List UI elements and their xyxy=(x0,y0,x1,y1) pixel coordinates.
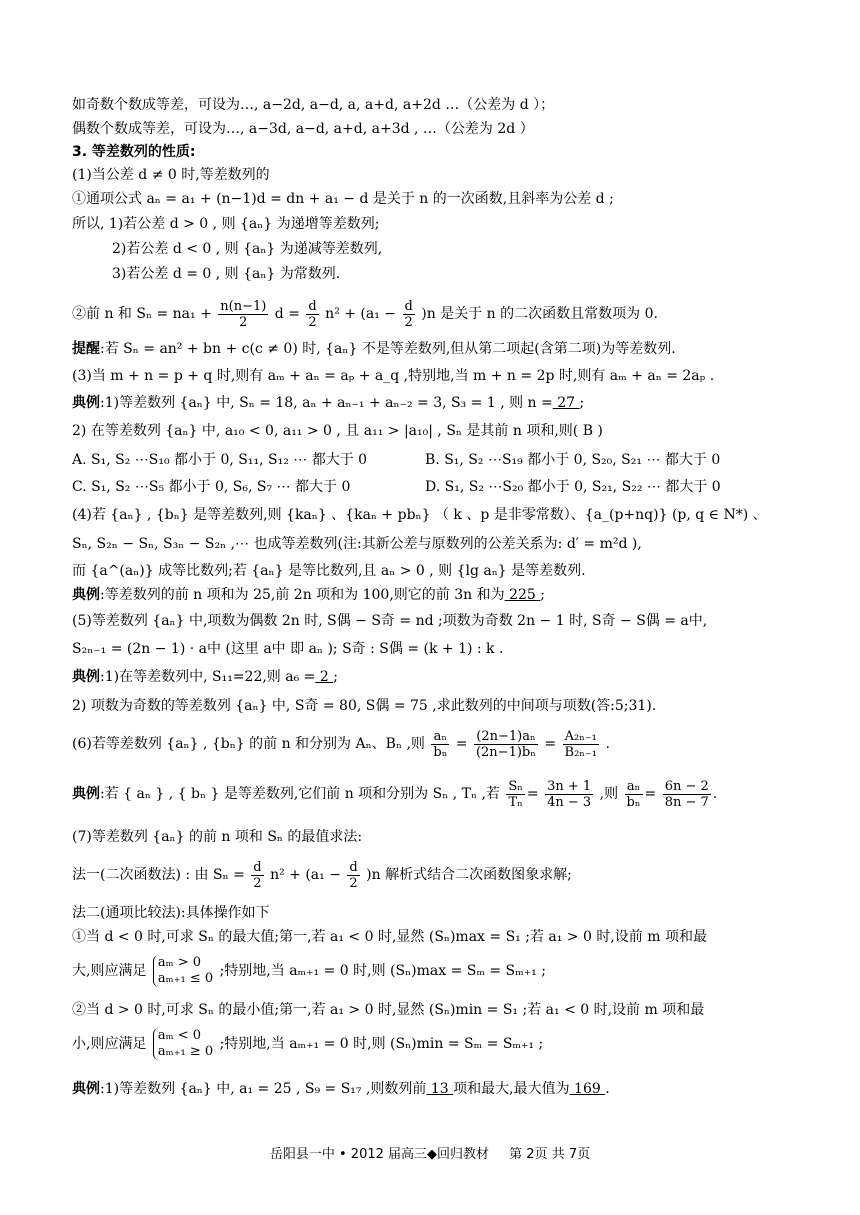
page-footer xyxy=(0,1143,860,1162)
fraction-denominator: Tₙ xyxy=(508,794,523,810)
answer-blank: 2 xyxy=(315,669,334,685)
text-line: ①当 d < 0 时,可求 Sₙ 的最大值;第一,若 a₁ < 0 时,显然 (Sₙ)max = S₁ ;若 a₁ > 0 时,设前 m 项和最 xyxy=(72,929,707,945)
fraction-numerator: 3n + 1 xyxy=(547,778,592,794)
fraction-denominator: bₙ xyxy=(433,744,448,760)
fraction-numerator: 6n − 2 xyxy=(664,778,709,794)
condition-brace xyxy=(153,955,213,987)
text-line: 法二(通项比较法):具体操作如下 xyxy=(72,905,270,921)
fraction-denominator: 8n − 7 xyxy=(664,794,709,810)
fraction xyxy=(251,860,263,891)
fraction-denominator: 2 xyxy=(349,875,358,891)
text-segment: . xyxy=(605,1081,610,1097)
example-line xyxy=(72,394,800,412)
fraction-numerator: Sₙ xyxy=(508,778,523,794)
formula-line xyxy=(72,296,800,332)
text-segment: 法一(二次函数法) : 由 Sₙ = xyxy=(72,867,245,883)
option-b: B. S₁, S₂ ⋯S₁₉ 都小于 0, S₂₀, S₂₁ ⋯ 都大于 0 xyxy=(425,452,721,468)
text-segment: ; xyxy=(540,587,545,603)
fraction-numerator: aₙ xyxy=(625,779,643,795)
label-bold: 典例 xyxy=(72,786,100,802)
condition-2: aₘ₊₁ ≤ 0 xyxy=(157,971,214,986)
text-line: 2) 项数为奇数的等差数列 {aₙ} 中, S奇 = 80, S偶 = 75 ,求此数列的中间项与项数(答:5;31). xyxy=(72,698,657,714)
label-bold: 提醒 xyxy=(72,341,100,357)
answer-blank: 225 xyxy=(504,587,541,603)
fraction-denominator: 2 xyxy=(404,314,413,330)
condition-1: aₘ < 0 xyxy=(157,1028,202,1043)
text-segment: = xyxy=(455,736,468,752)
text-segment: )n 解析式结合二次函数图象求解; xyxy=(366,867,572,883)
condition-line xyxy=(72,1023,800,1065)
text-line: 而 {a^(aₙ)} 成等比数列;若 {aₙ} 是等比数列,且 aₙ > 0 , 则 {lg aₙ} 是等差数列. xyxy=(72,563,586,579)
option-c: C. S₁, S₂ ⋯S₅ 都小于 0, S₆, S₇ ⋯ 都大于 0 xyxy=(72,479,351,495)
fraction xyxy=(545,779,593,810)
text-line: (1)当公差 d ≠ 0 时,等差数列的 xyxy=(72,167,270,183)
text-segment: ; xyxy=(333,669,338,685)
condition-2: aₘ₊₁ ≥ 0 xyxy=(157,1044,214,1059)
text-line: 所以, 1)若公差 d > 0 , 则 {aₙ} 为递增等差数列; xyxy=(72,216,380,232)
label-bold: 典例 xyxy=(72,1081,100,1097)
text-segment: ;特别地,当 aₘ₊₁ = 0 时,则 (Sₙ)min = Sₘ = Sₘ₊₁ ; xyxy=(219,1036,544,1052)
text-segment: 小,则应满足 xyxy=(72,1036,147,1052)
text-segment: :等差数列的前 n 项和为 25,前 2n 项和为 100,则它的前 3n 和为 xyxy=(100,587,505,603)
answer-blank: 169 xyxy=(569,1081,606,1097)
text-line: (4)若 {aₙ} , {bₙ} 是等差数列,则 {kaₙ} 、{kaₙ + pbₙ} （ k 、p 是非零常数）、{a_(p+nq)} (p, q ∈ N*) 、 xyxy=(72,507,767,523)
text-line-even-terms: 偶数个数成等差，可设为…, a−3d, a−d, a+d, a+3d , …（公差为 2d ） xyxy=(72,121,534,137)
text-segment: . xyxy=(605,736,610,752)
fraction-numerator: n(n−1) xyxy=(220,298,267,314)
fraction-numerator: d xyxy=(308,298,317,314)
fraction-denominator: bₙ xyxy=(626,794,641,810)
text-segment: ;特别地,当 aₘ₊₁ = 0 时,则 (Sₙ)max = Sₘ = Sₘ₊₁ ; xyxy=(219,963,546,979)
text-segment: :若 { aₙ } , { bₙ } 是等差数列,它们前 n 项和分别为 Sₙ , Tₙ ,若 xyxy=(100,786,500,802)
fraction-denominator: 2 xyxy=(253,875,262,891)
text-line: 2)若公差 d < 0 , 则 {aₙ} 为递减等差数列, xyxy=(112,241,383,257)
fraction xyxy=(625,779,643,810)
fraction-numerator: (2n−1)aₙ xyxy=(474,729,538,745)
fraction xyxy=(403,299,415,330)
fraction-numerator: A₂ₙ₋₁ xyxy=(563,729,599,745)
text-line: (5)等差数列 {aₙ} 中,项数为偶数 2n 时, S偶 − S奇 = nd ;项数为奇数 2n − 1 时, S奇 − S偶 = a中, xyxy=(72,613,708,629)
text-line: S₂ₙ₋₁ = (2n − 1) · a中 (这里 a中 即 aₙ ); S奇 : S偶 = (k + 1) : k . xyxy=(72,641,504,657)
fraction xyxy=(218,299,268,330)
fraction-denominator: (2n−1)bₙ xyxy=(475,744,536,760)
example-formula-line: 典例:若 { aₙ } , { bₙ } 是等差数列,它们前 n 项和分别为 Sₙ , Tₙ ,若 $\frac{\text{Sₙ}}{\text{Tₙ}}$ = $\frac{3n + 1}{4n - 3}$ ,则 $\frac{\text{aₙ}}{\text{bₙ}}$ = $\frac{6n - 2}{8n - 7}$ . xyxy=(72,778,718,810)
footer-school: 岳阳县一中 • 2012 届高三◆回归教材 xyxy=(269,1147,490,1162)
label-bold: 典例 xyxy=(72,587,100,603)
condition-brace xyxy=(153,1028,213,1060)
text-segment: (6)若等差数列 {aₙ} , {bₙ} 的前 n 和分别为 Aₙ、Bₙ ,则 xyxy=(72,736,425,752)
example-line xyxy=(72,668,800,686)
fraction xyxy=(663,779,711,810)
text-segment: :若 Sₙ = an² + bn + c(c ≠ 0) 时, {aₙ} 不是等差数列,但从第二项起(含第二项)为等差数列. xyxy=(100,341,676,357)
text-segment: :1)在等差数列中, S₁₁=22,则 a₆ = xyxy=(100,669,316,685)
fraction-numerator: d xyxy=(404,298,413,314)
footer-page-number: 第 2页 共 7页 xyxy=(509,1147,591,1162)
text-line: ②当 d > 0 时,可求 Sₙ 的最小值;第一,若 a₁ > 0 时,显然 (Sₙ)min = S₁ ;若 a₁ < 0 时,设前 m 项和最 xyxy=(72,1002,705,1018)
text-line: (7)等差数列 {aₙ} 的前 n 项和 Sₙ 的最值求法: xyxy=(72,829,363,845)
text-line: ①通项公式 aₙ = a₁ + (n−1)d = dn + a₁ − d 是关于 n 的一次函数,且斜率为公差 d ; xyxy=(72,191,614,207)
fraction-denominator: 2 xyxy=(308,314,317,330)
fraction xyxy=(431,729,449,760)
option-a: A. S₁, S₂ ⋯S₁₀ 都小于 0, S₁₁, S₁₂ ⋯ 都大于 0 xyxy=(72,452,368,468)
text-segment: :1)等差数列 {aₙ} 中, Sₙ = 18, aₙ + aₙ₋₁ + aₙ₋₂ = 3, S₃ = 1 , 则 n = xyxy=(100,395,553,411)
example-line xyxy=(72,1080,800,1098)
formula-line xyxy=(72,722,800,766)
answer-blank: 13 xyxy=(426,1081,454,1097)
fraction xyxy=(563,729,599,760)
text-line: 3)若公差 d = 0 , 则 {aₙ} 为常数列. xyxy=(112,266,341,282)
answer-blank: 27 xyxy=(552,395,580,411)
fraction xyxy=(474,729,538,760)
label-bold: 典例 xyxy=(72,395,100,411)
text-segment: n² + (a₁ − xyxy=(270,867,341,883)
text-segment: 大,则应满足 xyxy=(72,963,147,979)
condition-1: aₘ > 0 xyxy=(157,955,202,970)
fraction-numerator: aₙ xyxy=(431,729,449,745)
text-line: (3)当 m + n = p + q 时,则有 aₘ + aₙ = aₚ + a_q ,特别地,当 m + n = 2p 时,则有 aₘ + aₙ = 2aₚ . xyxy=(72,368,715,384)
fraction xyxy=(506,779,525,810)
text-line-odd-terms: 如奇数个数成等差，可设为…, a−2d, a−d, a, a+d, a+2d …（公差为 d ）； xyxy=(72,97,555,113)
fraction-denominator: B₂ₙ₋₁ xyxy=(564,744,597,760)
fraction xyxy=(347,860,359,891)
fraction-numerator: d xyxy=(349,859,358,875)
text-line: 2) 在等差数列 {aₙ} 中, a₁₀ < 0, a₁₁ > 0 , 且 a₁₁ > |a₁₀| , Sₙ 是其前 n 项和,则( B ) xyxy=(72,423,603,439)
text-line: Sₙ, S₂ₙ − Sₙ, S₃ₙ − S₂ₙ ,⋯ 也成等差数列(注:其新公差与原数列的公差关系为: d′ = m²d ), xyxy=(72,536,642,552)
option-d: D. S₁, S₂ ⋯S₂₀ 都小于 0, S₂₁, S₂₂ ⋯ 都大于 0 xyxy=(425,479,721,495)
text-segment: = xyxy=(544,736,557,752)
text-segment: )n 是关于 n 的二次函数且常数项为 0. xyxy=(421,306,658,322)
text-segment: ,则 xyxy=(599,786,619,802)
fraction-denominator: 4n − 3 xyxy=(547,794,592,810)
text-segment: 项和最大,最大值为 xyxy=(453,1081,570,1097)
label-bold: 典例 xyxy=(72,669,100,685)
text-line-reminder xyxy=(72,340,800,358)
fraction-numerator: d xyxy=(253,859,262,875)
fraction xyxy=(306,299,318,330)
text-segment: d = xyxy=(274,306,300,322)
formula-line xyxy=(72,856,800,894)
example-line xyxy=(72,586,800,604)
text-segment: ; xyxy=(579,395,585,411)
section-heading: 3. 等差数列的性质: xyxy=(72,144,196,160)
text-segment: ②前 n 和 Sₙ = na₁ + xyxy=(72,306,212,322)
text-segment: :1)等差数列 {aₙ} 中, a₁ = 25 , S₉ = S₁₇ ,则数列前 xyxy=(100,1081,427,1097)
text-segment: . xyxy=(712,786,718,802)
fraction-denominator: 2 xyxy=(239,314,248,330)
condition-line xyxy=(72,950,800,992)
text-segment: n² + (a₁ − xyxy=(325,306,397,322)
